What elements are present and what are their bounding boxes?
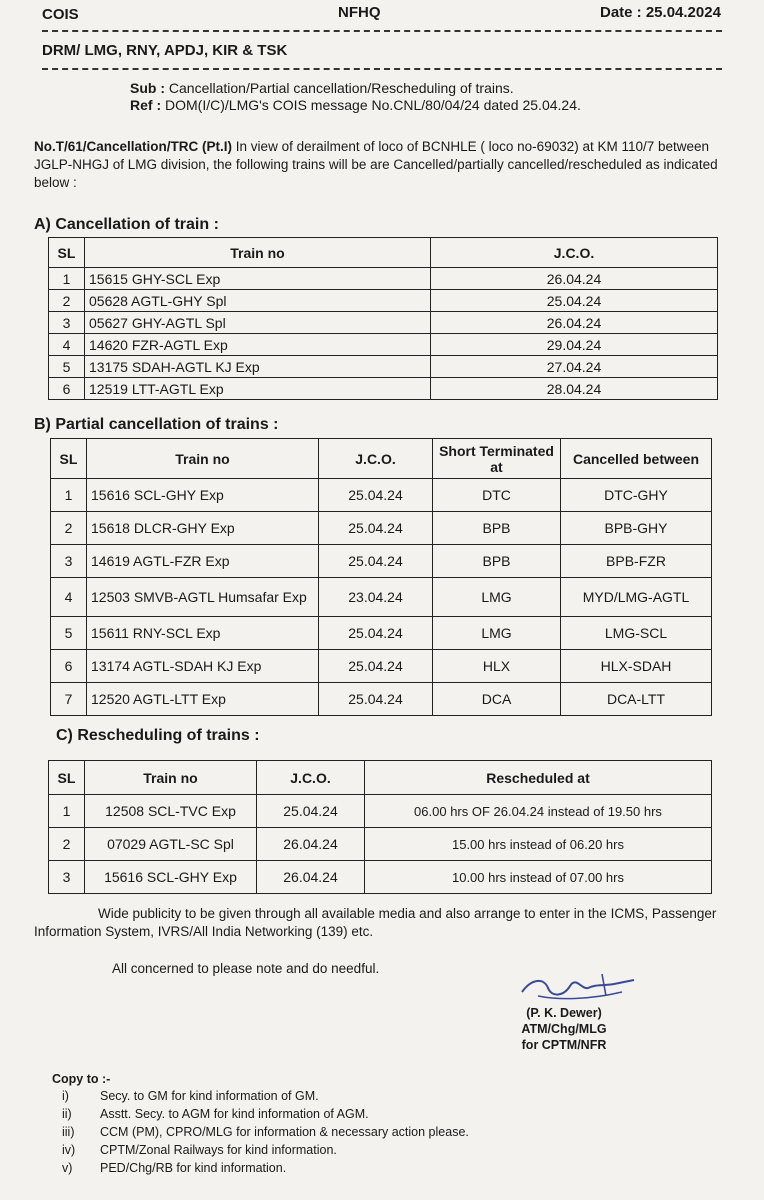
table-row [49, 268, 718, 290]
cell-rescheduled-at: 06.00 hrs OF 26.04.24 instead of 19.50 hrs [365, 795, 712, 828]
list-item-number: i) [62, 1089, 69, 1103]
cell-rescheduled-at: 15.00 hrs instead of 06.20 hrs [365, 828, 712, 861]
list-item-number: ii) [62, 1107, 72, 1121]
list-item-number: iv) [62, 1143, 76, 1157]
table-row [49, 312, 718, 334]
signature-mark [518, 970, 638, 1006]
list-item [62, 1087, 622, 1105]
addressee-rule [42, 68, 722, 70]
table-row [51, 512, 712, 545]
cell-train: 15616 SCL-GHY Exp [87, 479, 319, 512]
cell-train: 13174 AGTL-SDAH KJ Exp [87, 650, 319, 683]
cell-sl: 4 [51, 578, 87, 617]
cell-train: 15616 SCL-GHY Exp [85, 861, 257, 894]
list-item-text: CCM (PM), CPRO/MLG for information & necessary action please. [100, 1125, 469, 1139]
cell-short-terminated: BPB [433, 512, 561, 545]
cell-jco: 26.04.24 [431, 268, 718, 290]
cell-jco: 25.04.24 [319, 479, 433, 512]
table-row [49, 828, 712, 861]
cell-jco: 26.04.24 [431, 312, 718, 334]
table-row [49, 356, 718, 378]
cell-jco: 25.04.24 [319, 683, 433, 716]
table-row [49, 290, 718, 312]
cell-rescheduled-at: 10.00 hrs instead of 07.00 hrs [365, 861, 712, 894]
cell-jco: 23.04.24 [319, 578, 433, 617]
section-b-title: B) Partial cancellation of trains : [34, 416, 279, 433]
list-item [62, 1141, 622, 1159]
table-row [51, 545, 712, 578]
cell-sl: 6 [51, 650, 87, 683]
table-row [49, 861, 712, 894]
header-date: Date : 25.04.2024 [600, 4, 721, 21]
header-office: NFHQ [338, 4, 381, 21]
cell-sl: 2 [49, 290, 85, 312]
cell-sl: 7 [51, 683, 87, 716]
column-header: SL [49, 238, 85, 268]
column-header: SL [49, 761, 85, 795]
table-row [51, 650, 712, 683]
copy-to-list [62, 1087, 622, 1177]
header-origin: COIS [42, 6, 79, 23]
cell-train: 12520 AGTL-LTT Exp [87, 683, 319, 716]
column-header: Cancelled between [561, 439, 712, 479]
column-header: J.C.O. [319, 439, 433, 479]
table-row [49, 378, 718, 400]
cell-sl: 6 [49, 378, 85, 400]
cell-jco: 25.04.24 [431, 290, 718, 312]
cell-sl: 1 [51, 479, 87, 512]
cell-cancelled-between: BPB-FZR [561, 545, 712, 578]
section-c-title: C) Rescheduling of trains : [56, 727, 260, 744]
addressee: DRM/ LMG, RNY, APDJ, KIR & TSK [42, 42, 288, 59]
cell-sl: 4 [49, 334, 85, 356]
cell-train: 13175 SDAH-AGTL KJ Exp [85, 356, 431, 378]
cell-train: 14620 FZR-AGTL Exp [85, 334, 431, 356]
signatory-designation: ATM/Chg/MLG [521, 1022, 607, 1036]
cell-sl: 3 [49, 312, 85, 334]
table-row [51, 578, 712, 617]
intro-paragraph [34, 138, 724, 192]
cell-jco: 26.04.24 [257, 861, 365, 894]
cell-train: 07029 AGTL-SC Spl [85, 828, 257, 861]
cell-jco: 25.04.24 [319, 617, 433, 650]
cell-sl: 3 [51, 545, 87, 578]
cell-train: 05627 GHY-AGTL Spl [85, 312, 431, 334]
list-item-number: v) [62, 1161, 73, 1175]
column-header: Train no [85, 238, 431, 268]
cell-train: 15611 RNY-SCL Exp [87, 617, 319, 650]
table-row [51, 683, 712, 716]
cell-jco: 25.04.24 [319, 545, 433, 578]
signature-block [504, 1005, 624, 1053]
cell-sl: 3 [49, 861, 85, 894]
table-row [49, 795, 712, 828]
list-item-number: iii) [62, 1125, 75, 1139]
column-header: Rescheduled at [365, 761, 712, 795]
cell-cancelled-between: LMG-SCL [561, 617, 712, 650]
cell-sl: 5 [49, 356, 85, 378]
partial-cancellation-table [50, 438, 712, 716]
rescheduling-table [48, 760, 712, 894]
cell-short-terminated: DTC [433, 479, 561, 512]
cell-sl: 1 [49, 795, 85, 828]
list-item [62, 1123, 622, 1141]
subject-label: Sub : [130, 80, 165, 96]
list-item-text: CPTM/Zonal Railways for kind information. [100, 1143, 337, 1157]
cell-cancelled-between: MYD/LMG-AGTL [561, 578, 712, 617]
cell-short-terminated: DCA [433, 683, 561, 716]
cell-train: 12519 LTT-AGTL Exp [85, 378, 431, 400]
column-header: J.C.O. [257, 761, 365, 795]
cell-train: 12508 SCL-TVC Exp [85, 795, 257, 828]
cell-sl: 5 [51, 617, 87, 650]
cell-short-terminated: LMG [433, 617, 561, 650]
table-row [51, 617, 712, 650]
cell-cancelled-between: DTC-GHY [561, 479, 712, 512]
table-header-row [49, 238, 718, 268]
reference-line [130, 97, 581, 113]
cell-short-terminated: LMG [433, 578, 561, 617]
column-header: Short Terminated at [433, 439, 561, 479]
cell-jco: 26.04.24 [257, 828, 365, 861]
list-item [62, 1159, 622, 1177]
cell-sl: 2 [51, 512, 87, 545]
copy-to-title: Copy to :- [52, 1072, 111, 1086]
column-header: Train no [85, 761, 257, 795]
list-item-text: PED/Chg/RB for kind information. [100, 1161, 287, 1175]
header-rule [42, 30, 722, 32]
cell-short-terminated: BPB [433, 545, 561, 578]
cell-cancelled-between: DCA-LTT [561, 683, 712, 716]
subject-line [130, 80, 514, 96]
cell-jco: 25.04.24 [319, 512, 433, 545]
cell-train: 15615 GHY-SCL Exp [85, 268, 431, 290]
table-header-row [49, 761, 712, 795]
cancellation-table [48, 237, 718, 400]
signatory-name: (P. K. Dewer) [526, 1006, 602, 1020]
cell-jco: 25.04.24 [319, 650, 433, 683]
cell-jco: 29.04.24 [431, 334, 718, 356]
subject-text: Cancellation/Partial cancellation/Rescheduling of trains. [168, 80, 514, 96]
reference-text: DOM(I/C)/LMG's COIS message No.CNL/80/04/24 dated 25.04.24. [165, 97, 581, 113]
table-header-row [51, 439, 712, 479]
intro-text: In view of derailment of loco of BCNHLE ( loco no-69032) at KM 110/7 between JGLP-NHGJ of LMG division, the following trains will be are Cancelled/partially cancelled/rescheduled as indicated below : [34, 139, 718, 190]
table-row [49, 334, 718, 356]
cell-train: 15618 DLCR-GHY Exp [87, 512, 319, 545]
cell-sl: 1 [49, 268, 85, 290]
cell-sl: 2 [49, 828, 85, 861]
section-a-title: A) Cancellation of train : [34, 216, 219, 233]
cell-train: 14619 AGTL-FZR Exp [87, 545, 319, 578]
cell-jco: 28.04.24 [431, 378, 718, 400]
cell-cancelled-between: BPB-GHY [561, 512, 712, 545]
cell-train: 05628 AGTL-GHY Spl [85, 290, 431, 312]
closing-note: All concerned to please note and do needful. [112, 961, 380, 976]
publicity-note: Wide publicity to be given through all available media and also arrange to enter in the ICMS, Passenger Information System, IVRS/All India Networking (139) etc. [34, 906, 717, 939]
cell-train: 12503 SMVB-AGTL Humsafar Exp [87, 578, 319, 617]
cell-short-terminated: HLX [433, 650, 561, 683]
cell-jco: 27.04.24 [431, 356, 718, 378]
letter-reference-number: No.T/61/Cancellation/TRC (Pt.I) [34, 139, 233, 154]
cell-cancelled-between: HLX-SDAH [561, 650, 712, 683]
column-header: J.C.O. [431, 238, 718, 268]
list-item [62, 1105, 622, 1123]
list-item-text: Asstt. Secy. to AGM for kind information of AGM. [100, 1107, 369, 1121]
signatory-for: for CPTM/NFR [521, 1038, 607, 1052]
table-row [51, 479, 712, 512]
column-header: SL [51, 439, 87, 479]
cell-jco: 25.04.24 [257, 795, 365, 828]
column-header: Train no [87, 439, 319, 479]
reference-label: Ref : [130, 97, 162, 113]
list-item-text: Secy. to GM for kind information of GM. [100, 1089, 319, 1103]
